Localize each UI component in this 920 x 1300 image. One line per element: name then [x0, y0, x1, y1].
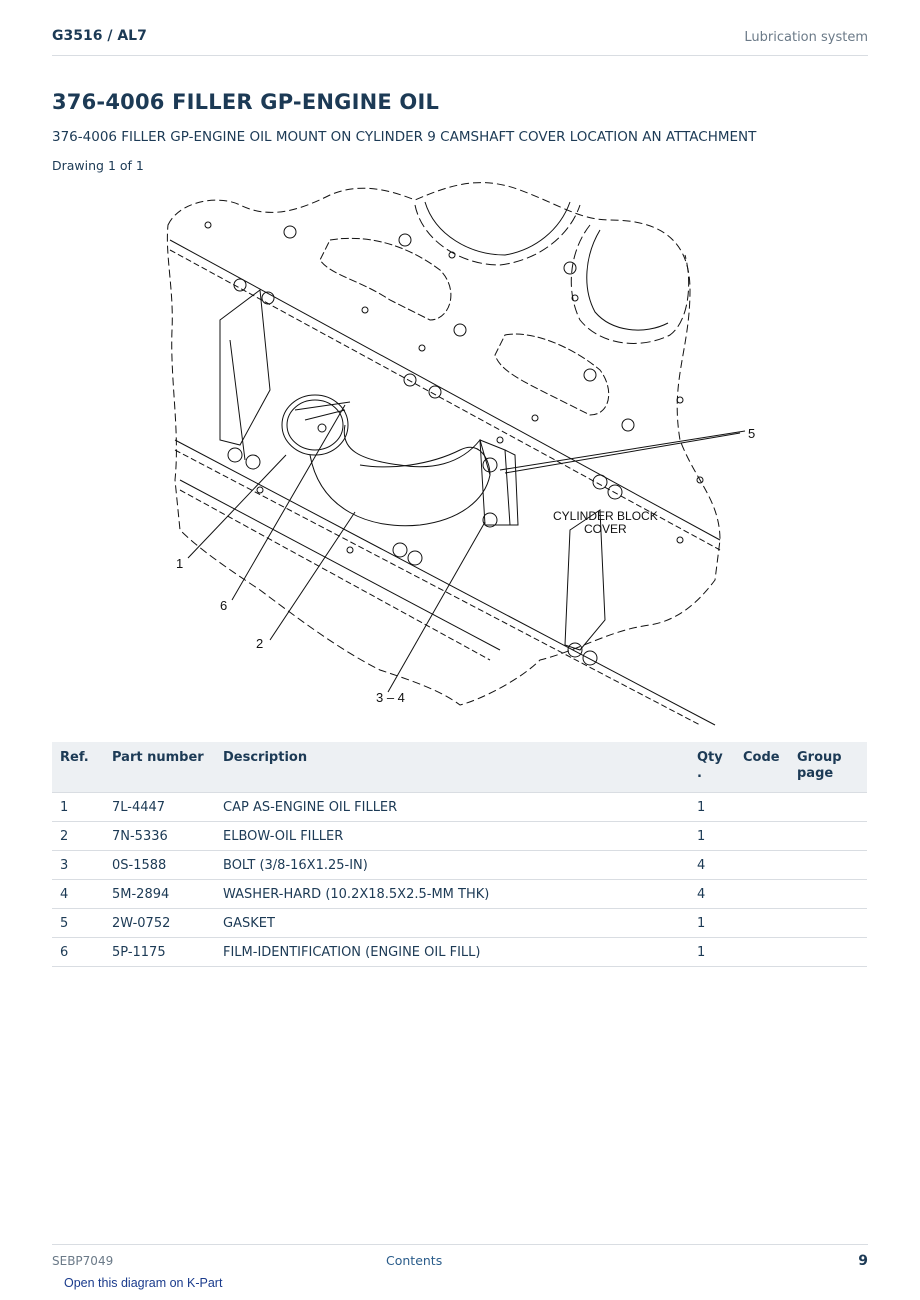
cell-code: [735, 822, 789, 851]
cell-ref: 6: [52, 938, 104, 967]
cell-group-page: [789, 793, 867, 822]
gasket: [505, 450, 518, 525]
table-row: [52, 938, 867, 967]
col-qty: Qty .: [689, 742, 735, 793]
cell-description: BOLT (3/8-16X1.25-IN): [215, 851, 689, 880]
cell-description: ELBOW-OIL FILLER: [215, 822, 689, 851]
table-row: [52, 851, 867, 880]
open-kpart-link[interactable]: Open this diagram on K-Part: [64, 1276, 223, 1290]
document-id: SEBP7049: [52, 1254, 114, 1268]
callout-5: 5: [748, 426, 756, 441]
table-header-row: [52, 742, 867, 793]
drawing-count: Drawing 1 of 1: [52, 158, 144, 173]
callout-2: 2: [256, 636, 264, 651]
cell-qty: 1: [689, 938, 735, 967]
callout-3-4: 3 – 4: [376, 690, 405, 705]
cover-label-line2: COVER: [584, 522, 627, 536]
cylinder-bore-4: [587, 230, 668, 330]
cell-qty: 4: [689, 851, 735, 880]
bracket-left: [220, 290, 270, 445]
cell-qty: 1: [689, 793, 735, 822]
cell-code: [735, 909, 789, 938]
col-ref: Ref.: [52, 742, 104, 793]
cell-qty: 4: [689, 880, 735, 909]
page-title: 376-4006 FILLER GP-ENGINE OIL: [52, 90, 440, 114]
cell-description: GASKET: [215, 909, 689, 938]
cell-ref: 4: [52, 880, 104, 909]
cell-part-number: 7L-4447: [104, 793, 215, 822]
cell-ref: 5: [52, 909, 104, 938]
callout-1: 1: [176, 556, 184, 571]
model-breadcrumb: G3516 / AL7: [52, 28, 147, 44]
callout-6: 6: [220, 598, 228, 613]
cell-qty: 1: [689, 909, 735, 938]
parts-table: [52, 742, 867, 967]
cell-group-page: [789, 880, 867, 909]
col-group-page: Group page: [789, 742, 867, 793]
cell-ref: 1: [52, 793, 104, 822]
cell-code: [735, 938, 789, 967]
elbow-flange: [480, 440, 510, 525]
cell-ref: 3: [52, 851, 104, 880]
cell-part-number: 5P-1175: [104, 938, 215, 967]
cell-part-number: 2W-0752: [104, 909, 215, 938]
cover-label-line1: CYLINDER BLOCK: [553, 509, 658, 523]
page-number: 9: [858, 1253, 868, 1269]
cylinder-bore-1: [415, 205, 580, 265]
page-subtitle: 376-4006 FILLER GP-ENGINE OIL MOUNT ON CYLINDER 9 CAMSHAFT COVER LOCATION AN ATTACHMENT: [52, 129, 757, 145]
table-row: [52, 793, 867, 822]
cell-group-page: [789, 851, 867, 880]
cell-description: CAP AS-ENGINE OIL FILLER: [215, 793, 689, 822]
cell-ref: 2: [52, 822, 104, 851]
bracket-lower-left: [230, 340, 245, 460]
slot-opening-2: [495, 334, 609, 415]
section-name: Lubrication system: [744, 30, 868, 45]
cell-code: [735, 851, 789, 880]
cell-part-number: 7N-5336: [104, 822, 215, 851]
cell-group-page: [789, 822, 867, 851]
diagram-drawing: [160, 180, 756, 720]
cell-description: WASHER-HARD (10.2X18.5X2.5-MM THK): [215, 880, 689, 909]
col-part-number: Part number: [104, 742, 215, 793]
cell-code: [735, 793, 789, 822]
page-header: [52, 28, 868, 56]
cell-group-page: [789, 909, 867, 938]
cell-qty: 1: [689, 822, 735, 851]
contents-link[interactable]: Contents: [386, 1253, 443, 1268]
parts-diagram: [160, 180, 756, 720]
col-description: Description: [215, 742, 689, 793]
slot-opening-1: [320, 238, 451, 320]
cell-description: FILM-IDENTIFICATION (ENGINE OIL FILL): [215, 938, 689, 967]
cylinder-bore-3: [571, 225, 688, 343]
engine-block-outline: [167, 183, 720, 705]
page-footer: [52, 1244, 868, 1275]
cell-part-number: 0S-1588: [104, 851, 215, 880]
cell-part-number: 5M-2894: [104, 880, 215, 909]
table-row: [52, 822, 867, 851]
cell-group-page: [789, 938, 867, 967]
table-row: [52, 909, 867, 938]
table-row: [52, 880, 867, 909]
col-code: Code: [735, 742, 789, 793]
cell-code: [735, 880, 789, 909]
